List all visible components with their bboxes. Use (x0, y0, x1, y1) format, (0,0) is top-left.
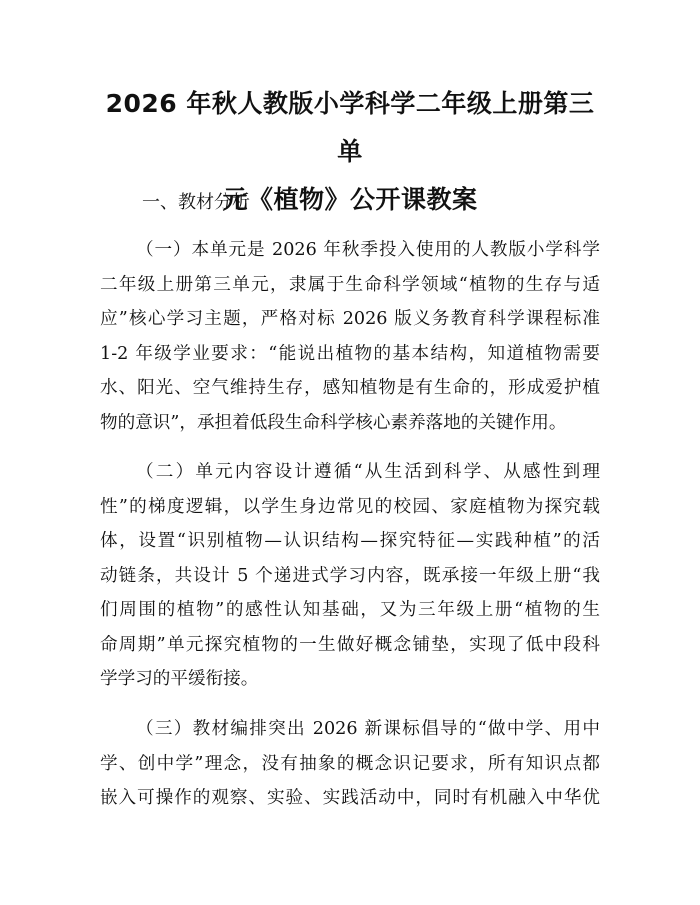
paragraph-line: 命周期”单元探究植物的一生做好概念铺垫，实现了低中段科 (100, 634, 600, 655)
paragraph-line: 应”核心学习主题，严格对标 2026 版义务教育科学课程标准 (100, 309, 600, 329)
paragraph-3 (100, 712, 600, 816)
section-heading: 一、教材分析 (142, 192, 250, 213)
paragraph-line: 体，设置“识别植物—认识结构—探究特征—实践种植”的活 (100, 531, 600, 551)
title-line: 2026 年秋人教版小学科学二年级上册第三单 (105, 89, 595, 166)
paragraph-1 (100, 233, 600, 440)
paragraph-2 (100, 455, 600, 697)
paragraph-line: （二）单元内容设计遵循“从生活到科学、从感性到理 (136, 462, 600, 482)
paragraph-line: 动链条，共设计 5 个递进式学习内容，既承接一年级上册“我 (100, 565, 600, 586)
paragraph-line: 们周围的植物”的感性认知基础，又为三年级上册“植物的生 (100, 600, 600, 620)
paragraph-line: 二年级上册第三单元，隶属于生命科学领域“植物的生存与适 (100, 274, 600, 295)
paragraph-line: 物的意识”，承担着低段生命科学核心素养落地的关键作用。 (100, 412, 567, 433)
paragraph-line: 性”的梯度逻辑，以学生身边常见的校园、家庭植物为探究载 (100, 496, 600, 517)
paragraph-line: 1-2 年级学业要求：“能说出植物的基本结构，知道植物需要 (100, 343, 600, 364)
paragraph-line: 学学习的平缓衔接。 (100, 669, 259, 689)
paragraph-line: 学、创中学”理念，没有抽象的概念识记要求，所有知识点都 (100, 753, 600, 774)
title-line: 元《植物》公开课教案 (222, 185, 478, 214)
paragraph-line: （三）教材编排突出 2026 新课标倡导的“做中学、用中 (136, 719, 600, 739)
paragraph-line: 嵌入可操作的观察、实验、实践活动中，同时有机融入中华优 (100, 788, 600, 808)
paragraph-line: （一）本单元是 2026 年秋季投入使用的人教版小学科学 (136, 240, 600, 260)
paragraph-line: 水、阳光、空气维持生存，感知植物是有生命的，形成爱护植 (100, 378, 600, 398)
